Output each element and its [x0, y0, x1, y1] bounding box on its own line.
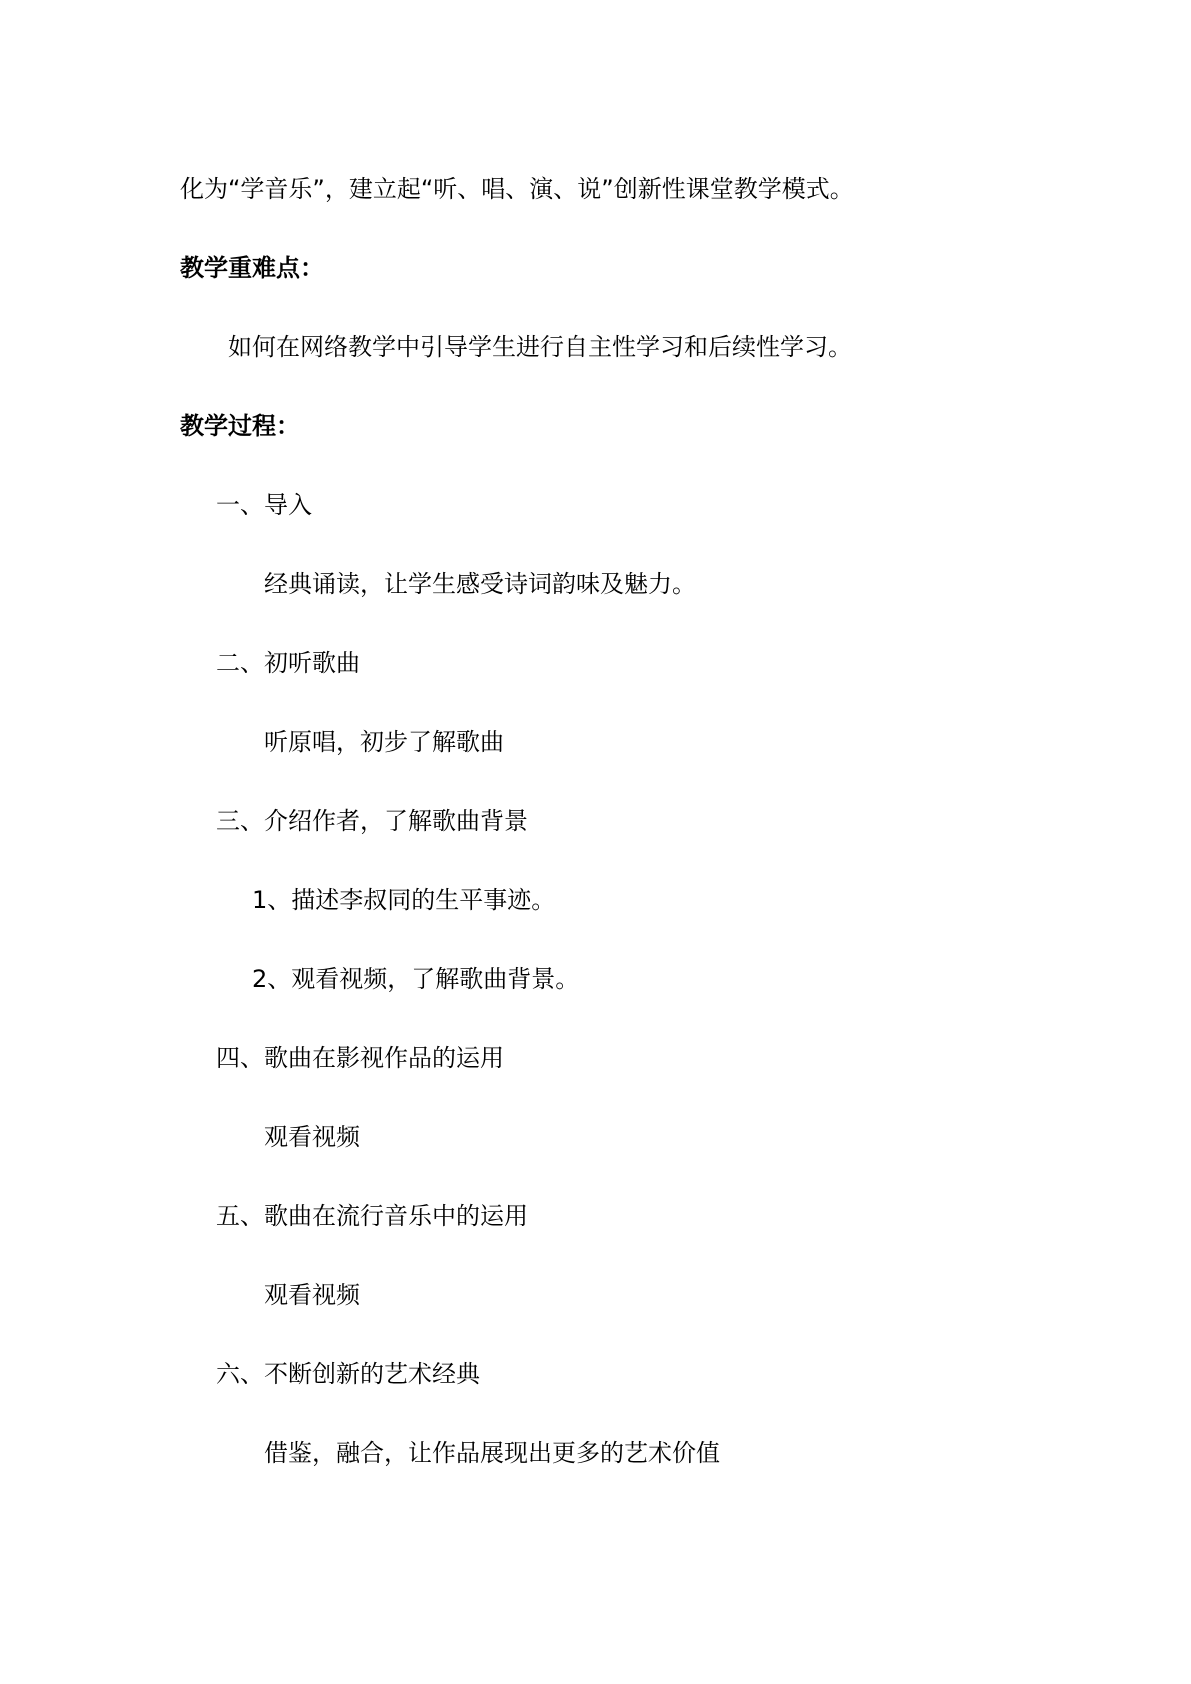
section-item-watch-video-pop: 观看视频 [264, 1281, 360, 1309]
section-item-recitation: 经典诵读，让学生感受诗词韵味及魅力。 [264, 570, 696, 598]
section-title-author: 三、介绍作者，了解歌曲背景 [216, 807, 528, 835]
section-title-film-usage: 四、歌曲在影视作品的运用 [216, 1044, 504, 1072]
section-item-background-video: 2、观看视频，了解歌曲背景。 [252, 965, 580, 993]
key-points-heading: 教学重难点： [180, 254, 324, 282]
intro-continuation-text: 化为“学音乐”，建立起“听、唱、演、说”创新性课堂教学模式。 [180, 175, 854, 203]
process-heading: 教学过程： [180, 412, 300, 440]
section-title-pop-usage: 五、歌曲在流行音乐中的运用 [216, 1202, 528, 1230]
section-title-art-classic: 六、不断创新的艺术经典 [216, 1360, 480, 1388]
key-points-text: 如何在网络教学中引导学生进行自主性学习和后续性学习。 [228, 333, 852, 361]
section-title-intro: 一、导入 [216, 491, 312, 519]
section-item-biography: 1、描述李叔同的生平事迹。 [252, 886, 556, 914]
section-item-watch-video-film: 观看视频 [264, 1123, 360, 1151]
section-item-original-song: 听原唱，初步了解歌曲 [264, 728, 504, 756]
section-item-fusion: 借鉴，融合，让作品展现出更多的艺术价值 [264, 1439, 720, 1467]
section-title-first-listen: 二、初听歌曲 [216, 649, 360, 677]
